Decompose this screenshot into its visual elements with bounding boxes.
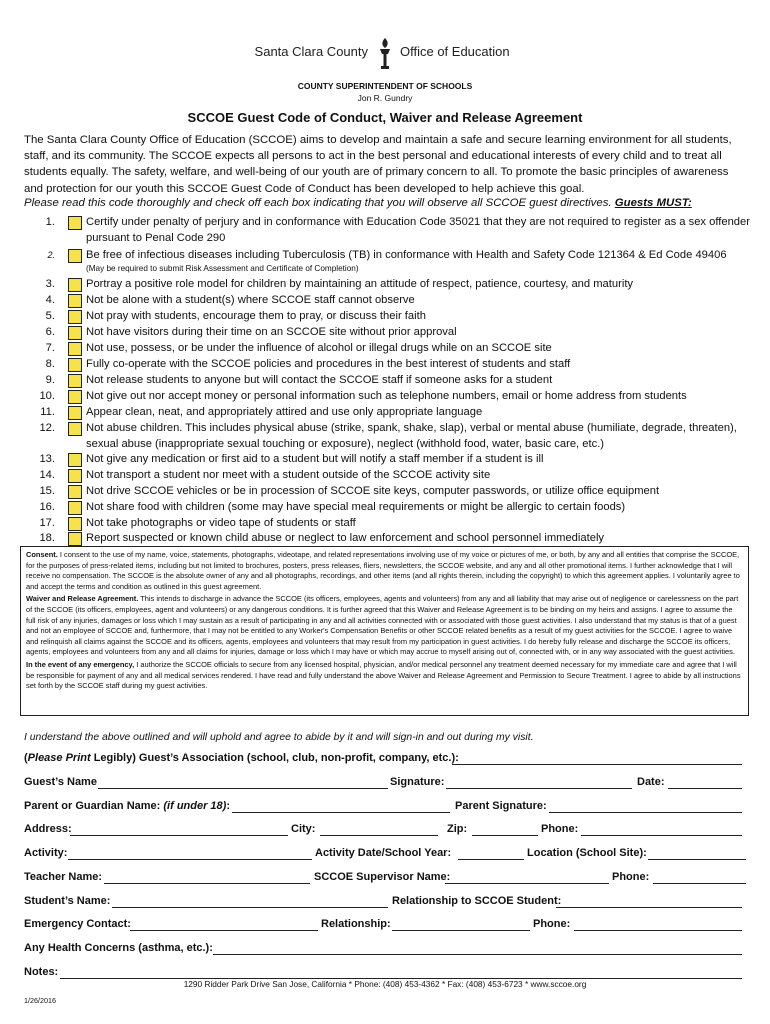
relationship-field[interactable]	[392, 930, 530, 931]
checkbox[interactable]	[68, 326, 82, 340]
parent-name-field[interactable]	[232, 812, 450, 813]
emergency-text: I authorize the SCCOE officials to secure from any licensed hospital, physician, and/or medical personnel any treatment deemed necessary for my immediate care and agree that I will be responsible for payment of any and all medical services rendered. I have read and fully understand the above Waiver and Release Agreement and Permission to Secure Treatment. I agree to abide by all instructions set forth by the SCCOE staff during my guest activities.	[26, 659, 741, 691]
relationship-student-field[interactable]	[556, 907, 742, 908]
signature-field[interactable]	[446, 788, 632, 789]
item-text: Not release students to anyone but will contact the SCCOE staff if someone asks for a student	[86, 374, 553, 386]
item-text: Fully co-operate with the SCCOE policies and procedures in the best interest of students and staff	[86, 358, 571, 370]
instruction-line	[24, 197, 744, 209]
item-number: 14.	[39, 469, 55, 481]
relationship-label: Relationship:	[321, 918, 391, 930]
checkbox[interactable]	[68, 422, 82, 436]
parent-row	[24, 800, 748, 814]
instruction-text: Please read this code thoroughly and check off each box indicating that you will observe all SCCOE guest directives.	[24, 197, 612, 209]
relationship-student-label: Relationship to SCCOE Student:	[392, 895, 562, 907]
student-name-field[interactable]	[112, 907, 388, 908]
teacher-phone-label: Phone:	[612, 871, 650, 883]
checkbox[interactable]	[68, 517, 82, 531]
item-number: 12.	[39, 422, 55, 434]
emergency-label: In the event of any emergency,	[26, 659, 135, 669]
parent-signature-label: Parent Signature:	[455, 800, 547, 812]
address-label: Address:	[24, 823, 72, 835]
teacher-phone-field[interactable]	[653, 883, 746, 884]
checkbox[interactable]	[68, 485, 82, 499]
emergency-paragraph	[26, 660, 743, 692]
intro-paragraph: The Santa Clara County Office of Education (SCCOE) aims to develop and maintain a safe and secure learning environment for all students, staff, and its community. The SCCOE expects all persons to act in the best personal and educational interests of every child and to treat all students equally. The safety, welfare, and well-being of our youth are of primary concern to all. To promote the basic principles of awareness and protection for our youth this SCCOE Guest Code of Conduct has been developed to help achieve this goal.	[24, 134, 732, 195]
item-text: Not share food with children (some may have special meal requirements or might be allergic to certain foods)	[86, 501, 626, 513]
teacher-field[interactable]	[104, 883, 310, 884]
consent-text: I consent to the use of my name, voice, statements, photographs, videotape, and related representations involving use of my voice or pictures of me, or both, by any and all entities that comprise the SCCOE, for the purposes of press-related items, including but not limited to brochures, posters, press releases, fliers, newsletters, the SCCOE website, and any and all other promotional items. I further acknowledge that I will receive no compensation. The SCCOE is the absolute owner of any and all photographs, recordings, and other items (and all rights therein, including the copyright) to which this agreement applies. I voluntarily agree to and accept the terms and condition as outlined in this guest agreement.	[26, 550, 740, 591]
emergency-phone-label: Phone:	[533, 918, 571, 930]
item-text: Be free of infectious diseases including Tuberculosis (TB) in conformance with Health and Safety Code 121364 & Ed Code 49406	[86, 249, 727, 261]
signature-label: Signature:	[390, 776, 445, 788]
location-field[interactable]	[648, 859, 746, 860]
checkbox[interactable]	[68, 216, 82, 230]
checkbox[interactable]	[68, 453, 82, 467]
waiver-label: Waiver and Release Agreement.	[26, 594, 139, 604]
item-text: Not pray with students, encourage them to pray, or discuss their faith	[86, 310, 426, 322]
checkbox[interactable]	[68, 469, 82, 483]
activity-label: Activity:	[24, 847, 68, 859]
association-field[interactable]	[452, 764, 742, 765]
activity-field[interactable]	[68, 859, 312, 860]
item-text: Not be alone with a student(s) where SCCOE staff cannot observe	[86, 294, 415, 306]
teacher-row	[24, 871, 748, 885]
please-print-label: Please Print	[27, 752, 91, 764]
superintendent-title: COUNTY SUPERINTENDENT OF SCHOOLS	[297, 81, 473, 91]
health-label: Any Health Concerns (asthma, etc.):	[24, 942, 213, 954]
activity-date-field[interactable]	[458, 859, 524, 860]
item-note: (May be required to submit Risk Assessment and Certificate of Completion)	[86, 264, 359, 273]
guest-name-label: Guest’s Name	[24, 776, 97, 788]
item-text: Not give out nor accept money or personal information such as telephone numbers, email or home address from students	[86, 390, 687, 402]
guest-row	[24, 776, 748, 790]
checkbox[interactable]	[68, 532, 82, 546]
item-number: 7.	[45, 342, 55, 354]
checkbox[interactable]	[68, 278, 82, 292]
activity-row	[24, 847, 748, 861]
item-text: Appear clean, neat, and appropriately attired and use only appropriate language	[86, 406, 483, 418]
supervisor-field[interactable]	[445, 883, 609, 884]
zip-field[interactable]	[472, 835, 538, 836]
waiver-paragraph	[26, 594, 743, 658]
item-text: Not give any medication or first aid to a student but will notify a staff member if a student is ill	[86, 453, 544, 465]
address-row	[24, 823, 748, 837]
item-number: 13.	[39, 453, 55, 465]
item-text: Certify under penalty of perjury and in conformance with Education Code 35021 that they are not required to register as a sex offender pursuant to Penal Code 290	[86, 216, 750, 244]
association-label-text: Legibly) Guest’s Association (school, club, non-profit, company, etc.):	[90, 752, 459, 764]
checkbox[interactable]	[68, 310, 82, 324]
checkbox[interactable]	[68, 342, 82, 356]
item-number: 3.	[45, 278, 55, 290]
activity-date-label: Activity Date/School Year:	[315, 847, 452, 859]
item-text: Not drive SCCOE vehicles or be in procession of SCCOE site keys, computer passwords, or utilize office equipment	[86, 485, 660, 497]
association-label: (Please Print Legibly) Guest’s Association (school, club, non-profit, company, etc.):	[24, 752, 459, 764]
consent-paragraph	[26, 550, 743, 592]
sccoe-logo	[0, 36, 770, 72]
item-number: 16.	[39, 501, 55, 513]
item-number: 11.	[40, 406, 55, 418]
item-number: 2.	[47, 250, 55, 260]
document-date: 1/26/2016	[24, 996, 56, 1005]
city-label: City:	[291, 823, 316, 835]
emergency-contact-label: Emergency Contact:	[24, 918, 131, 930]
notes-label: Notes:	[24, 966, 59, 978]
association-row	[24, 752, 748, 766]
footer-address: 1290 Ridder Park Drive San Jose, California * Phone: (408) 453-4362 * Fax: (408) 453-6723 * www.sccoe.org	[183, 979, 587, 989]
notes-row	[24, 966, 748, 980]
checkbox[interactable]	[68, 406, 82, 420]
emergency-row	[24, 918, 748, 932]
date-label: Date:	[637, 776, 665, 788]
waiver-text: This intends to discharge in advance the SCCOE (its officers, employees, agents and volunteers) from any and all liability that may arise out of negligence or carelessness on the part of the SCCOE (its officers, employees, agent and volunteers) or any dangerous conditions. It is further agreed that this Waiver and Release Agreement is to be binding on my heirs and assigns. I agree to assume the full risk of any injuries, damages or loss which I may sustain as a result of participating in any and all activities connected with or associated with those guest activities. I also understand that my status is that of a guest and not an employee of SCCOE and, furthermore, that I may not be entitled to any Worker's Compensation Benefits or other SCCOE related benefits as a result of my guest activities for the SCCOE. I agree to waive and relinquish all claims against the SCCOE and its officers, agents, employees and volunteers that may result from my participation in guest activities. I do hereby fully release and discharge the SCCOE its officers, agents, employees and volunteers from any and all claims for injuries, damage or loss which I may have or which may accrue to myself arising out of, connected with, or in any way associated with the guest activities.	[26, 594, 739, 657]
superintendent-name: Jon R. Gundry	[357, 93, 413, 103]
guest-name-field[interactable]	[98, 788, 388, 789]
health-field[interactable]	[213, 954, 742, 955]
health-row	[24, 942, 748, 956]
item-text: Not use, possess, or be under the influence of alcohol or illegal drugs while on an SCCOE site	[86, 342, 552, 354]
checkbox[interactable]	[68, 501, 82, 515]
student-name-label: Student’s Name:	[24, 895, 111, 907]
item-text: Not take photographs or video tape of students or staff	[86, 517, 356, 529]
document-title: SCCOE Guest Code of Conduct, Waiver and Release Agreement	[187, 110, 583, 125]
zip-label: Zip:	[447, 823, 468, 835]
checkbox[interactable]	[68, 294, 82, 308]
org-name-right: Office of Education	[400, 44, 510, 59]
parent-signature-field[interactable]	[549, 812, 742, 813]
parent-name-colon: :	[226, 800, 230, 812]
emergency-phone-field[interactable]	[574, 930, 742, 931]
item-number: 5.	[45, 310, 55, 322]
phone-field[interactable]	[581, 835, 742, 836]
item-number: 9.	[45, 374, 55, 386]
address-field[interactable]	[70, 835, 288, 836]
checkbox[interactable]	[68, 249, 82, 263]
item-number: 6.	[45, 326, 55, 338]
item-number: 1.	[45, 216, 55, 228]
parent-name-label-text: Parent or Guardian Name:	[24, 800, 164, 812]
city-field[interactable]	[320, 835, 438, 836]
item-number: 8.	[45, 358, 55, 370]
consent-label: Consent.	[26, 550, 58, 559]
item-text: Portray a positive role model for children by maintaining an attitude of respect, patience, courtesy, and maturity	[86, 278, 634, 290]
item-text: Not have visitors during their time on an SCCOE site without prior approval	[86, 326, 457, 338]
location-label: Location (School Site):	[527, 847, 647, 859]
guests-must-label: Guests MUST:	[614, 197, 692, 209]
checkbox[interactable]	[68, 358, 82, 372]
torch-icon	[374, 36, 396, 72]
supervisor-label: SCCOE Supervisor Name:	[314, 871, 451, 883]
teacher-label: Teacher Name:	[24, 871, 103, 883]
item-number: 18.	[39, 532, 55, 544]
item-number: 4.	[45, 294, 55, 306]
checkbox[interactable]	[68, 390, 82, 404]
parent-name-label	[24, 800, 230, 812]
if-under-18-label: (if under 18)	[163, 800, 227, 812]
emergency-contact-field[interactable]	[130, 930, 318, 931]
item-number: 15.	[39, 485, 55, 497]
date-field[interactable]	[668, 788, 742, 789]
item-text: Not abuse children. This includes physical abuse (strike, spank, shake, slap), verbal or mental abuse (humiliate, degrade, threaten), sexual abuse (inappropriate sexual touching or exposure), neglect (withhold food, water, basic care, etc.)	[86, 422, 737, 450]
org-name-left: Santa Clara County	[254, 44, 368, 59]
understand-statement: I understand the above outlined and will uphold and agree to abide by it and will sign-in and out during my visit.	[24, 732, 534, 743]
checkbox[interactable]	[68, 374, 82, 388]
item-number: 10.	[39, 390, 55, 402]
phone-label: Phone:	[541, 823, 579, 835]
item-text: Report suspected or known child abuse or neglect to law enforcement and school personnel immediately	[86, 532, 605, 544]
consent-box	[20, 546, 749, 716]
student-row	[24, 895, 748, 909]
item-number: 17.	[39, 517, 55, 529]
item-text: Not transport a student nor meet with a student outside of the SCCOE activity site	[86, 469, 491, 481]
